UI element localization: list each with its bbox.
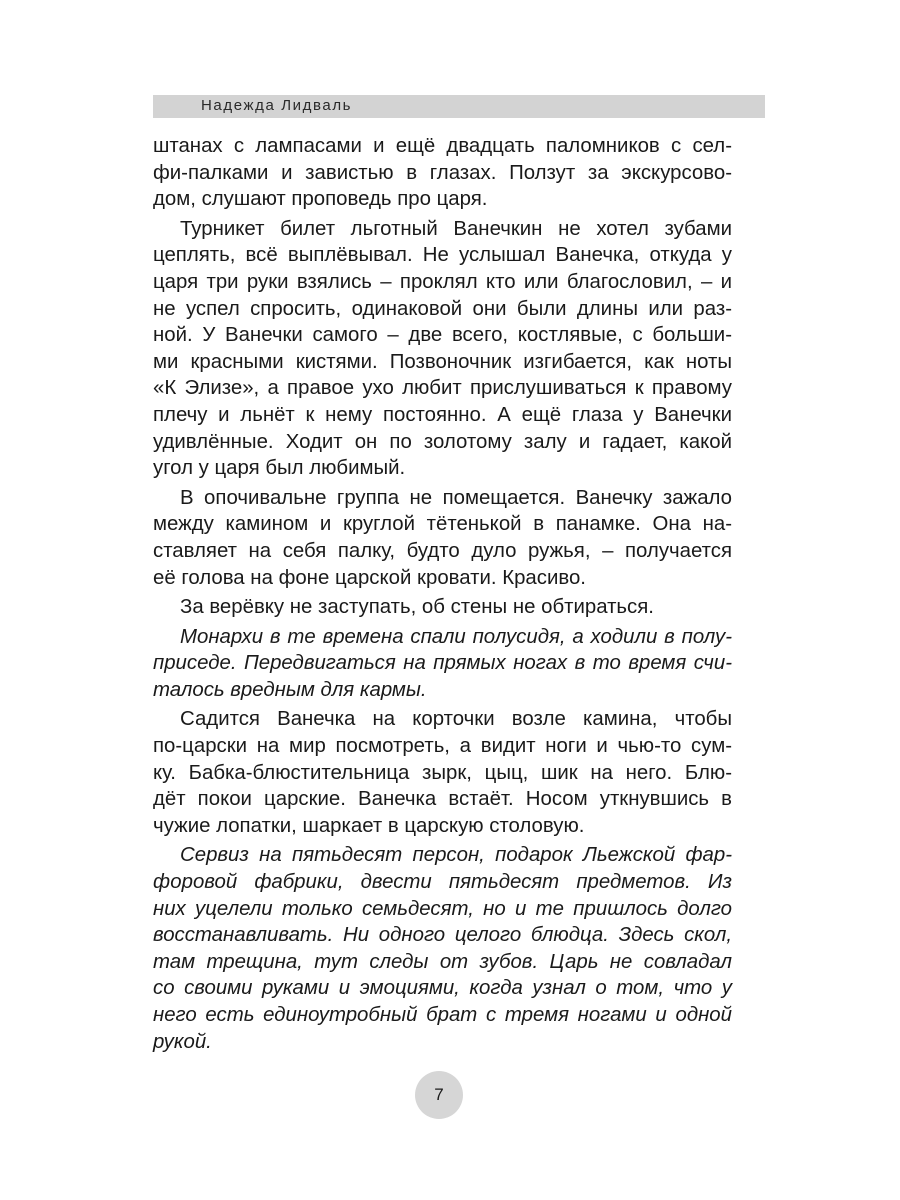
text-line: За верёвку не заступать, об стены не обтираться.	[180, 596, 654, 619]
paragraph	[153, 133, 732, 213]
italic-paragraph	[153, 842, 732, 1055]
text-line: между камином и круглой тётенькой в панамке. Она на-	[153, 513, 732, 536]
text-line: ми красными кистями. Позвоночник изгибается, как ноты	[153, 350, 732, 373]
text-line: Монархи в те времена спали полусидя, а ходили в полу-	[180, 625, 732, 648]
text-line: восстанавливать. Ни одного целого блюдца. Здесь скол,	[153, 924, 732, 947]
text-line: плечу и льнёт к нему постоянно. А ещё глаза у Ванечки	[153, 403, 732, 426]
text-line: Турникет билет льготный Ванечкин не хотел зубами	[180, 217, 732, 240]
text-line: не успел спросить, одинаковой они были длины или раз-	[153, 297, 732, 320]
text-line: её голова на фоне царской кровати. Красиво.	[153, 566, 586, 589]
header-author: Надежда Лидваль	[201, 97, 353, 114]
text-line: дёт покои царские. Ванечка встаёт. Носом уткнувшись в	[153, 788, 732, 811]
text-line: Садится Ванечка на корточки возле камина, чтобы	[180, 708, 732, 731]
italic-paragraph	[153, 624, 732, 704]
text-line: Сервиз на пятьдесят персон, подарок Льежской фар-	[180, 844, 732, 867]
paragraph	[153, 216, 732, 482]
text-line: по-царски на мир посмотреть, а видит ноги и чью-то сум-	[153, 735, 732, 758]
text-line: угол у царя был любимый.	[153, 457, 406, 480]
text-line: него есть единоутробный брат с тремя ногами и одной	[153, 1004, 732, 1026]
text-line: ку. Бабка-блюстительница зырк, цыц, шик на него. Блю-	[153, 761, 732, 784]
paragraph	[153, 485, 732, 591]
text-line: рукой.	[153, 1030, 212, 1053]
text-line: там трещина, тут следы от зубов. Царь не совладал	[153, 950, 732, 973]
main-text	[153, 133, 732, 1055]
text-line: фи-палками и завистью в глазах. Ползут за экскурсово-	[153, 161, 732, 184]
text-line: приседе. Передвигаться на прямых ногах в то время счи-	[153, 652, 732, 675]
paragraph	[153, 594, 732, 621]
text-line: со своими руками и эмоциями, когда узнал о том, что у	[153, 977, 732, 1000]
text-line: В опочивальне группа не помещается. Ванечку зажало	[180, 486, 732, 509]
text-line: ставляет на себя палку, будто дуло ружья, – получается	[153, 539, 732, 562]
text-line: дом, слушают проповедь про царя.	[153, 188, 488, 211]
text-line: ной. У Ванечки самого – две всего, костлявые, с больши-	[153, 324, 732, 347]
text-line: талось вредным для кармы.	[153, 678, 427, 701]
page-number-badge	[415, 1071, 463, 1119]
text-line: царя три руки взялись – проклял кто или благословил, – и	[153, 270, 732, 293]
running-header	[153, 95, 765, 118]
text-line: «К Элизе», а правое ухо любит прислушиваться к правому	[153, 377, 732, 400]
text-line: них уцелели только семьдесят, но и те пришлось долго	[153, 897, 732, 920]
page-number: 7	[434, 1085, 444, 1104]
text-line: штанах с лампасами и ещё двадцать паломников с сел-	[153, 135, 732, 157]
paragraph	[153, 706, 732, 839]
text-line: форовой фабрики, двести пятьдесят предметов. Из	[153, 871, 732, 894]
text-line: цеплять, всё выплёвывал. Не услышал Ванечка, откуда у	[153, 244, 732, 267]
text-line: чужие лопатки, шаркает в царскую столовую.	[153, 814, 585, 837]
text-line: удивлённые. Ходит он по золотому залу и гадает, какой	[153, 430, 732, 453]
